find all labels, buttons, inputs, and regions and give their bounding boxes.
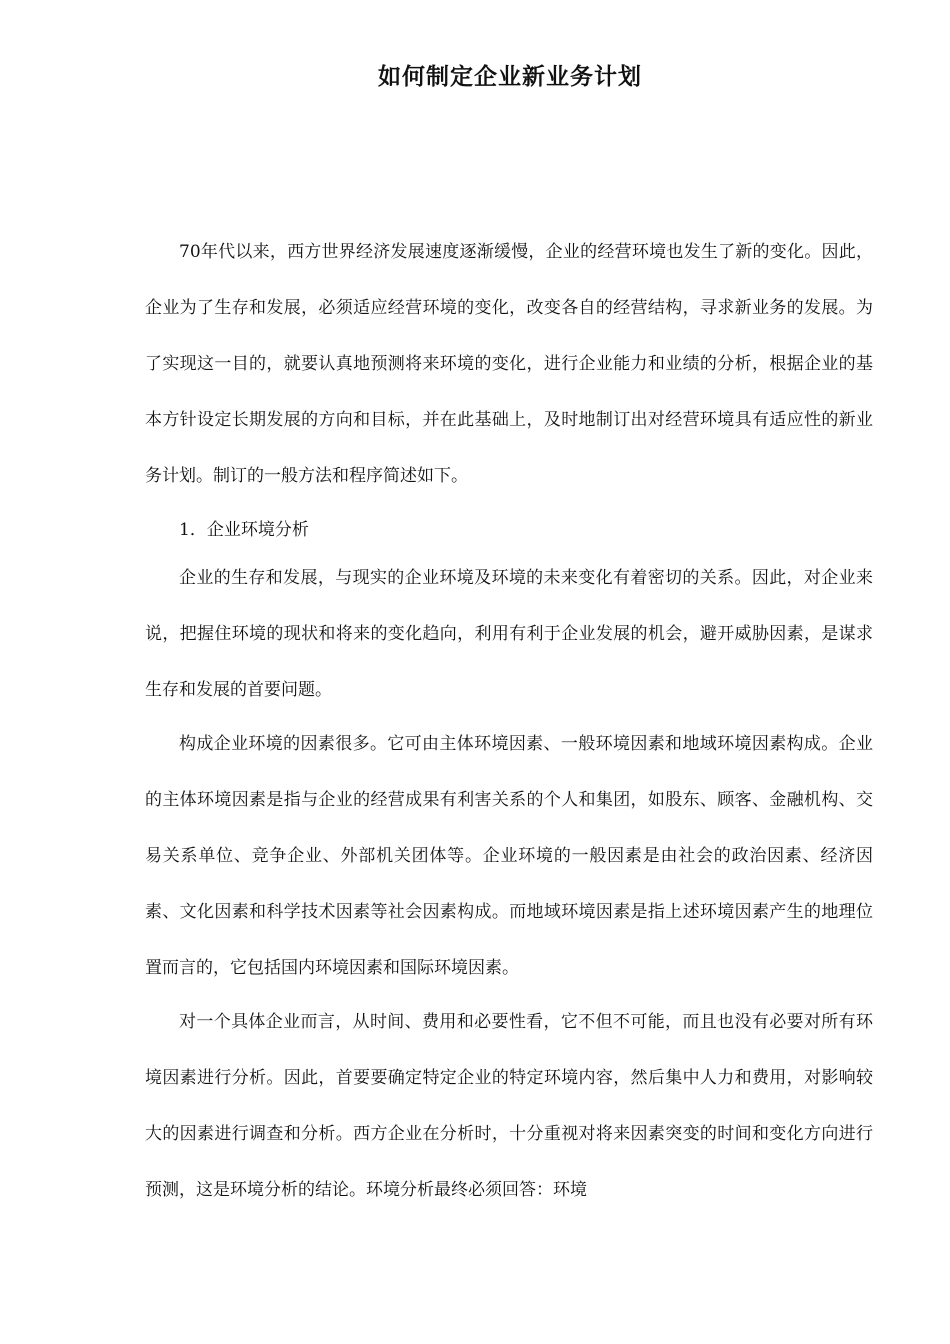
paragraph-environment-importance: 企业的生存和发展，与现实的企业环境及环境的未来变化有着密切的关系。因此，对企业来说，把握住环境的现状和将来的变化趋向，利用有利于企业发展的机会，避开威胁因素，是谋求生存和发展的首要问题。 [145, 568, 873, 700]
paragraph-analysis-focus: 对一个具体企业而言，从时间、费用和必要性看，它不但不可能，而且也没有必要对所有环境因素进行分析。因此，首要要确定特定企业的特定环境内容，然后集中人力和费用，对影响较大的因素进行调查和分析。西方企业在分析时，十分重视对将来因素突变的时间和变化方向进行预测，这是环境分析的结论。环境分析最终必须回答：环境 [145, 1012, 873, 1200]
section-heading-environment-analysis: 1．企业环境分析 [179, 520, 309, 540]
paragraph-intro: 70年代以来，西方世界经济发展速度逐渐缓慢，企业的经营环境也发生了新的变化。因此，企业为了生存和发展，必须适应经营环境的变化，改变各自的经营结构，寻求新业务的发展。为了实现这一目的，就要认真地预测将来环境的变化，进行企业能力和业绩的分析，根据企业的基本方针设定长期发展的方向和目标，并在此基础上，及时地制订出对经营环境具有适应性的新业务计划。制订的一般方法和程序简述如下。 [145, 242, 873, 486]
document-body [145, 224, 873, 1218]
document-title: 如何制定企业新业务计划 [378, 63, 642, 90]
paragraph-environment-factors: 构成企业环境的因素很多。它可由主体环境因素、一般环境因素和地域环境因素构成。企业的主体环境因素是指与企业的经营成果有利害关系的个人和集团，如股东、顾客、金融机构、交易关系单位、竞争企业、外部机关团体等。企业环境的一般因素是由社会的政治因素、经济因素、文化因素和科学技术因素等社会因素构成。而地域环境因素是指上述环境因素产生的地理位置而言的，它包括国内环境因素和国际环境因素。 [145, 734, 873, 978]
